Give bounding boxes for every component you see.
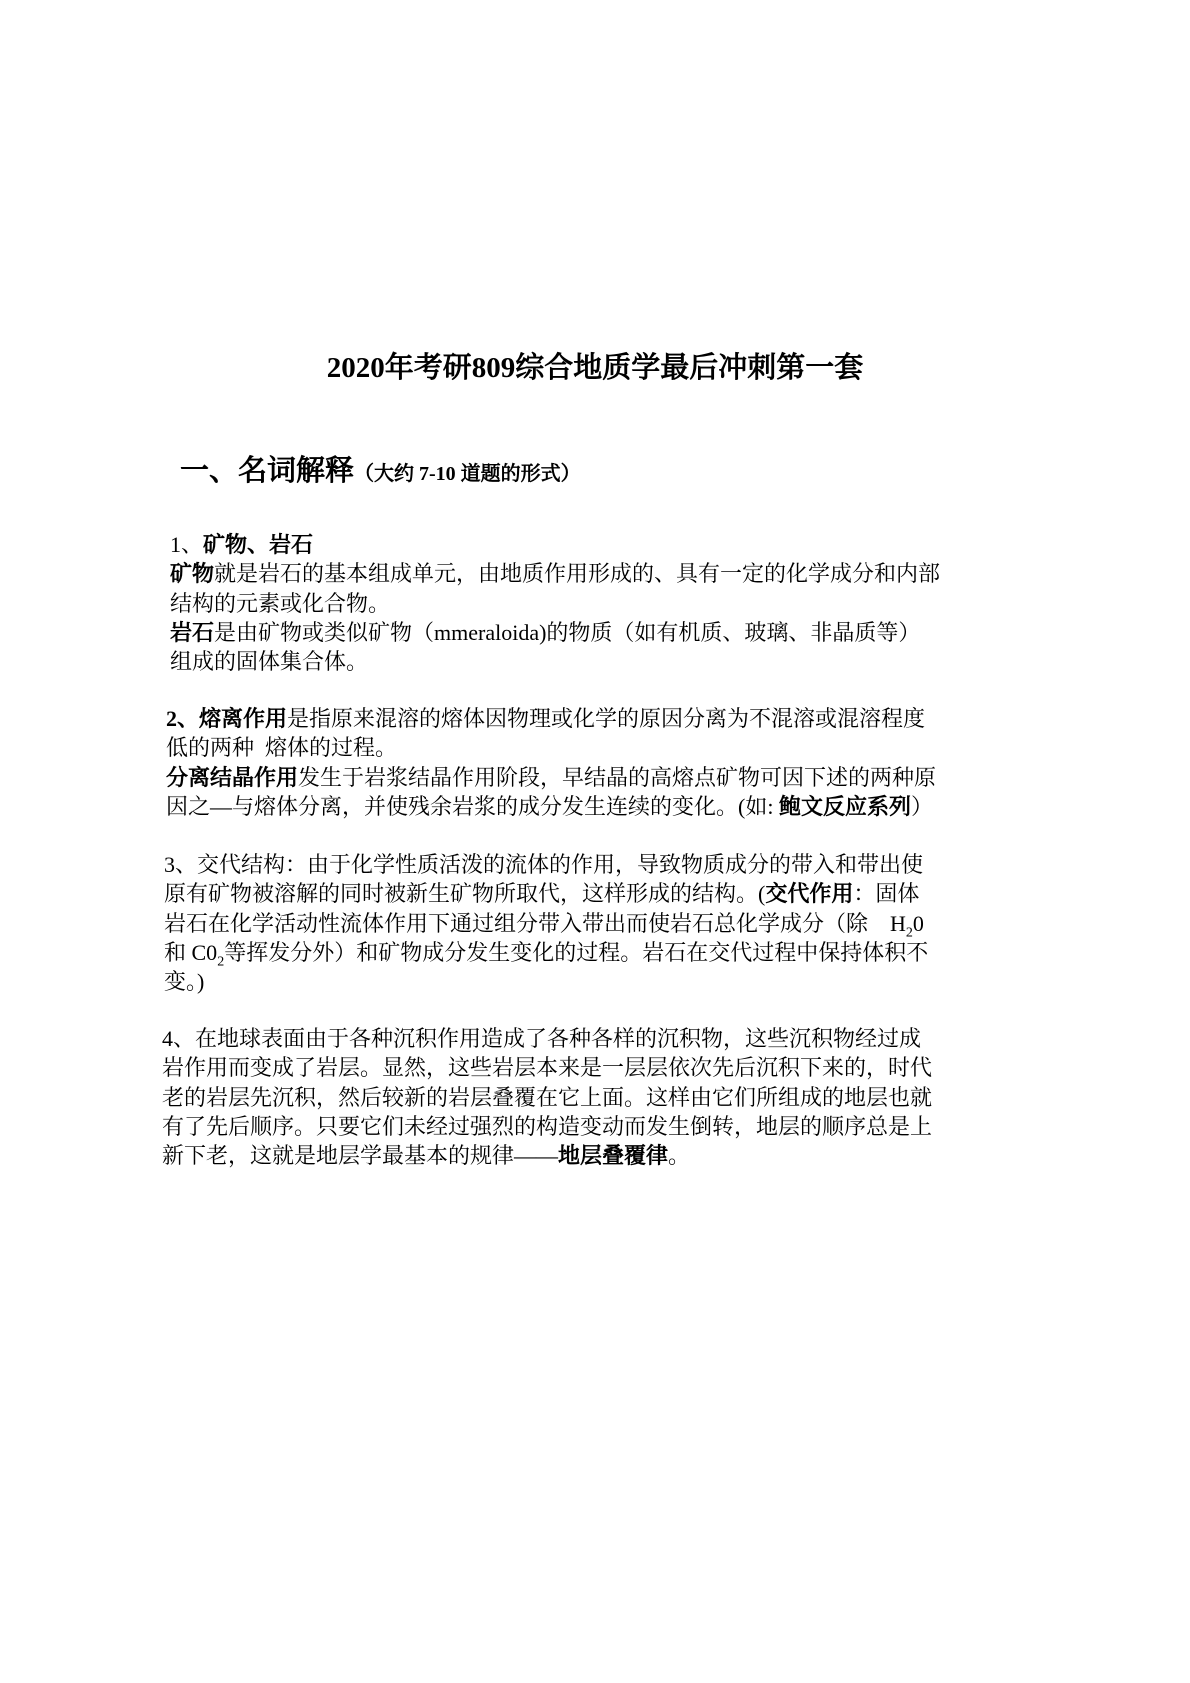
text-segment: 是指原来混溶的熔体因物理或化学的原因分离为不混溶或混溶程度: [287, 706, 926, 731]
text-segment: 就是岩石的基本组成单元，由地质作用形成的、具有一定的化学成分和内部: [214, 561, 941, 587]
bold-term: 交代作用: [765, 881, 854, 907]
text-line: [164, 909, 954, 938]
text-segment: 3、交代结构：由于化学性质活泼的流体的作用，导致物质成分的带入和带出使: [164, 852, 924, 877]
bold-term: 矿物、岩石: [203, 532, 314, 557]
text-segment: 结构的元素或化合物。: [170, 590, 391, 616]
bold-term: 鲍文反应系列: [778, 793, 911, 819]
text-segment: 低的两种 熔体的过程。: [166, 735, 398, 761]
text-segment: ：固体: [853, 881, 920, 907]
text-line: [164, 879, 954, 908]
text-line: [162, 1024, 952, 1053]
text-line: [164, 850, 954, 879]
text-segment: 是由矿物或类似矿物（mmeraloida)的物质（如有机质、玻璃、非晶质等）: [214, 619, 921, 645]
text-segment: 组成的固体集合体。: [170, 649, 369, 675]
text-segment: 。: [668, 1143, 691, 1169]
bold-term: 岩石: [170, 619, 215, 645]
section-heading: [180, 448, 581, 489]
text-line: [164, 938, 954, 970]
text-segment: 因之—与熔体分离，并使残余岩浆的成分发生连续的变化。(如:: [166, 793, 779, 819]
bold-term: 矿物: [170, 561, 215, 587]
text-segment: 0: [912, 910, 924, 936]
text-line: [170, 618, 960, 647]
section-note: （大约 7-10 道题的形式）: [354, 463, 581, 485]
text-line: [170, 589, 960, 618]
section-label: 一、名词解释: [180, 455, 355, 487]
subscript: 2: [217, 954, 225, 970]
text-line: [166, 704, 956, 733]
text-line: [162, 1083, 952, 1112]
text-segment: 岩石在化学活动性流体作用下通过组分带入带出而使岩石总化学成分（除 H: [164, 910, 906, 936]
subscript: 2: [905, 924, 913, 940]
paragraph-superposition: [162, 1024, 952, 1170]
text-line: [170, 530, 960, 559]
text-segment: 发生于岩浆结晶作用阶段，早结晶的高熔点矿物可因下述的两种原: [298, 764, 937, 790]
text-line: [166, 792, 956, 821]
text-segment: 变。): [164, 969, 205, 995]
document-title: 2020年考研809综合地质学最后冲刺第一套: [326, 352, 864, 384]
text-segment: 新下老，这就是地层学最基本的规律——: [162, 1143, 559, 1169]
paragraph-minerals-rocks: [170, 530, 960, 676]
text-segment: 原有矿物被溶解的同时被新生矿物所取代，这样形成的结构。(: [164, 881, 766, 907]
bold-term: 地层叠覆律: [558, 1143, 669, 1169]
text-line: [162, 1053, 952, 1082]
text-line: [162, 1141, 952, 1170]
text-line: [166, 763, 956, 792]
text-line: [170, 647, 960, 676]
text-segment: 4、在地球表面由于各种沉积作用造成了各种各样的沉积物，这些沉积物经过成: [162, 1026, 922, 1051]
bold-term: 2、熔离作用: [166, 706, 288, 731]
bold-term: 分离结晶作用: [166, 764, 299, 790]
text-segment: 和 C0: [164, 939, 218, 965]
text-segment: 有了先后顺序。只要它们未经过强烈的构造变动而发生倒转，地层的顺序总是上: [162, 1113, 933, 1139]
text-segment: 岩作用而变成了岩层。显然，这些岩层本来是一层层依次先后沉积下来的，时代: [162, 1055, 933, 1081]
text-segment: 1、: [170, 532, 204, 557]
paragraph-metasomatic-texture: [164, 850, 954, 996]
text-line: [166, 733, 956, 762]
paragraph-liquation: [166, 704, 956, 821]
text-line: [170, 559, 960, 588]
text-segment: 等挥发分外）和矿物成分发生变化的过程。岩石在交代过程中保持体积不: [224, 939, 929, 965]
text-line: [162, 1112, 952, 1141]
text-segment: ）: [910, 793, 933, 819]
text-segment: 老的岩层先沉积，然后较新的岩层叠覆在它上面。这样由它们所组成的地层也就: [162, 1084, 933, 1110]
text-line: [164, 967, 954, 996]
